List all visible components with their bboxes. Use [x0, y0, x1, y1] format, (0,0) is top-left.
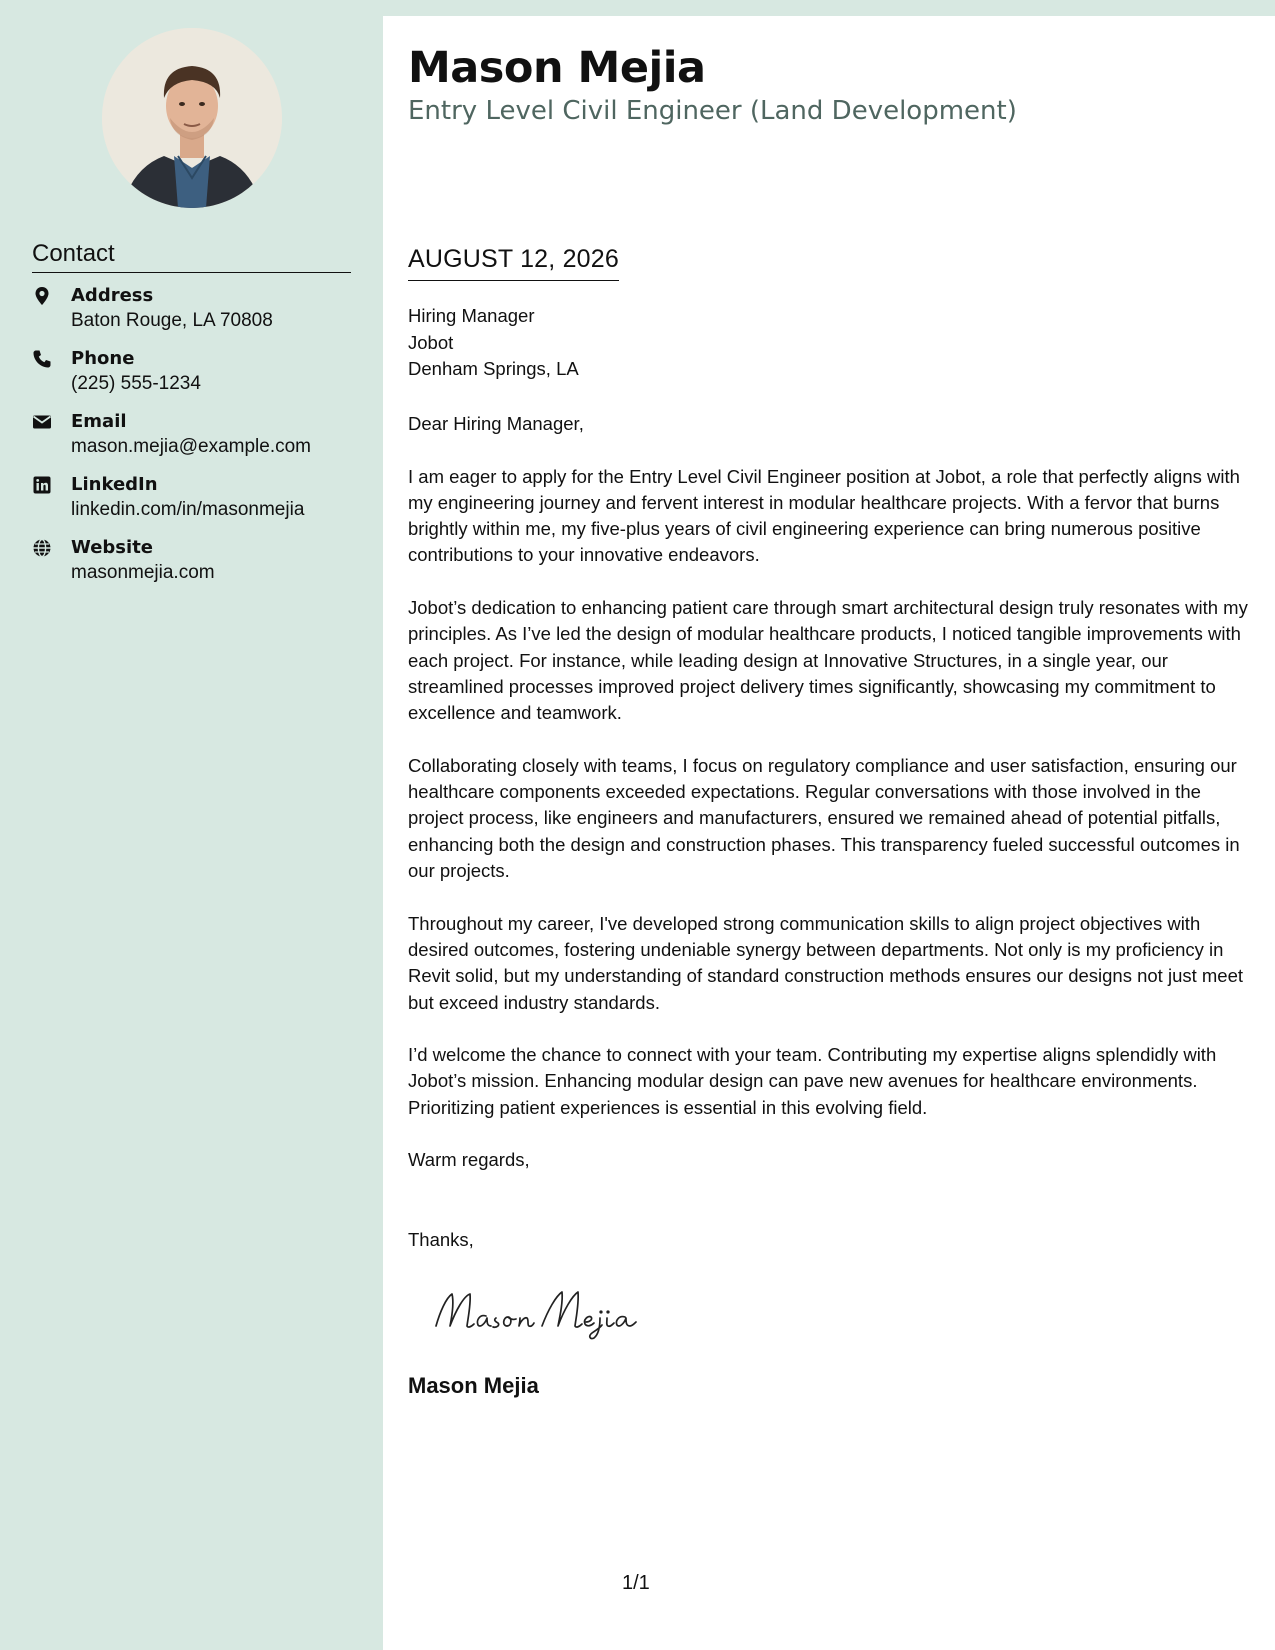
- signature: [430, 1282, 660, 1342]
- profile-photo: [102, 28, 282, 208]
- recipient-block: [408, 303, 579, 383]
- recipient-line: Jobot: [408, 331, 454, 353]
- body-paragraph: Throughout my career, I've developed strong communication skills to align project objectives with desired outcomes, fostering undeniable synergy between departments. Not only is my proficiency in Revit solid, but my understanding of standard construction methods ensures our designs not just meet but exceed industry standards.: [408, 912, 1244, 1013]
- thanks-line: Thanks,: [408, 1229, 474, 1250]
- contact-list: [32, 284, 362, 599]
- applicant-name: Mason Mejia: [408, 43, 706, 93]
- contact-item-phone: [32, 347, 362, 410]
- body-paragraph: I’d welcome the chance to connect with your team. Contributing my expertise aligns splendidly with Jobot’s mission. Enhancing modular design can pave new avenues for healthcare environments. Prioritizing patient experiences is essential in this evolving field.: [408, 1044, 1217, 1118]
- body-paragraph: Collaborating closely with teams, I focus on regulatory compliance and user satisfaction, ensuring our healthcare components exceeded expectations. Regular conversations with those involved in the project process, like engineers and manufacturers, ensured we remained ahead of potential pitfalls, enhancing both the design and construction phases. This transparency fueled successful outcomes in our projects.: [408, 754, 1240, 882]
- letter-date: AUGUST 12, 2026: [408, 244, 619, 281]
- signature-image: [430, 1282, 660, 1342]
- recipient-line: Hiring Manager: [408, 305, 535, 326]
- job-title: Entry Level Civil Engineer (Land Development): [408, 96, 1017, 126]
- envelope-icon: [32, 412, 52, 432]
- contact-value: masonmejia.com: [71, 562, 215, 583]
- contact-label: Email: [71, 411, 127, 432]
- location-pin-icon: [32, 286, 52, 306]
- contact-label: Website: [71, 537, 154, 558]
- greeting: Dear Hiring Manager,: [408, 413, 584, 434]
- contact-label: Phone: [71, 348, 135, 369]
- contact-value: linkedin.com/in/masonmejia: [71, 499, 305, 520]
- phone-icon: [32, 349, 52, 369]
- body-paragraph: Jobot’s dedication to enhancing patient care through smart architectural design truly resonates with my principles. As I’ve led the design of modular healthcare products, I noticed tangible improvements with each project. For instance, while leading design at Innovative Structures, in a single year, our streamlined processes improved project delivery times significantly, showcasing my commitment to excellence and teamwork.: [408, 597, 1248, 724]
- contact-label: LinkedIn: [71, 474, 158, 495]
- linkedin-icon: [32, 475, 52, 495]
- avatar: [102, 28, 282, 208]
- page-number: 1/1: [622, 1572, 650, 1594]
- signer-name: Mason Mejia: [408, 1373, 539, 1398]
- contact-value: (225) 555-1234: [71, 373, 201, 394]
- contact-value: Baton Rouge, LA 70808: [71, 310, 273, 331]
- contact-value: mason.mejia@example.com: [71, 436, 311, 457]
- contact-item-address: [32, 284, 362, 347]
- contact-label: Address: [71, 285, 154, 306]
- body-paragraph: I am eager to apply for the Entry Level Civil Engineer position at Jobot, a role that perfectly aligns with my engineering journey and fervent interest in modular healthcare projects. With a fervor that burns brightly within me, my five-plus years of civil engineering experience can bring numerous positive contributions to your innovative endeavors.: [408, 465, 1240, 566]
- contact-item-website: [32, 536, 362, 599]
- contact-item-email: [32, 410, 362, 473]
- globe-icon: [32, 538, 52, 558]
- closing: Warm regards,: [408, 1149, 530, 1171]
- letter-body: [408, 411, 1253, 1200]
- contact-heading: Contact: [32, 240, 351, 273]
- recipient-line: Denham Springs, LA: [408, 358, 579, 379]
- contact-item-linkedin: [32, 473, 362, 536]
